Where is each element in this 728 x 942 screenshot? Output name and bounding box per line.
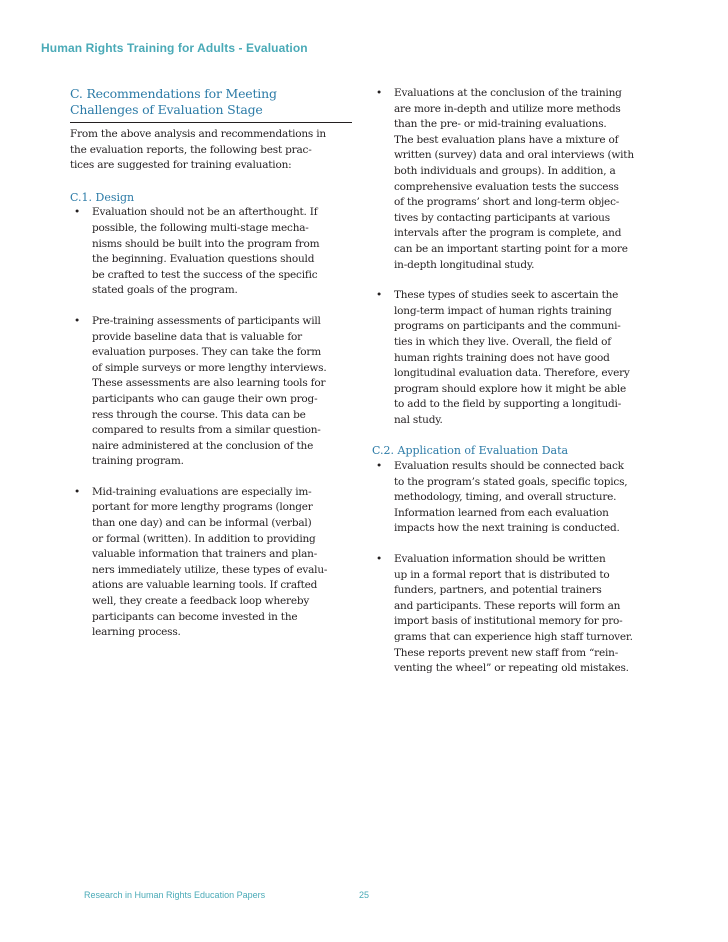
bullet-marker: • — [74, 485, 80, 498]
text-line: and participants. These reports will form an — [394, 599, 621, 612]
subsection-heading-application: C.2. Application of Evaluation Data — [372, 444, 569, 458]
text-line: nisms should be built into the program from — [92, 237, 320, 250]
text-line: funders, partners, and potential trainers — [394, 584, 602, 597]
bullet-marker: • — [376, 289, 382, 302]
bullet-item — [70, 314, 355, 470]
left-column — [70, 86, 355, 641]
text-line: the evaluation reports, the following best prac- — [70, 143, 312, 156]
text-line: learning process. — [92, 626, 181, 639]
text-line: import basis of institutional memory for pro- — [394, 615, 623, 628]
text-line: methodology, timing, and overall structure. — [394, 491, 617, 504]
text-line: From the above analysis and recommendations in — [70, 128, 326, 140]
text-line: program should explore how it might be able — [394, 382, 627, 395]
text-line: to the program’s stated goals, specific topics, — [394, 475, 628, 488]
text-line: ress through the course. This data can be — [92, 408, 306, 421]
text-line: ties in which they live. Overall, the field of — [394, 335, 611, 348]
running-header: Human Rights Training for Adults - Evaluation — [41, 41, 308, 55]
text-line: tives by contacting participants at various — [394, 211, 610, 224]
text-line: participants who can gauge their own prog- — [92, 392, 318, 405]
text-line: can be an important starting point for a more — [394, 242, 628, 255]
text-line: than one day) and can be informal (verbal) — [92, 517, 312, 530]
text-line: than the pre- or mid-training evaluations. — [394, 118, 607, 131]
text-line: portant for more lengthy programs (longer — [92, 501, 313, 514]
text-line: Evaluation should not be an afterthought. If — [92, 206, 318, 219]
page-number: 25 — [359, 890, 370, 900]
bullet-item — [372, 86, 662, 273]
text-line: tices are suggested for training evaluation: — [70, 159, 292, 172]
bullet-item — [372, 288, 662, 428]
bullet-item — [70, 205, 355, 299]
text-line: ners immediately utilize, these types of evalu- — [92, 563, 328, 576]
text-line: stated goals of the program. — [92, 284, 238, 297]
bullet-marker: • — [376, 87, 382, 99]
text-line: or formal (written). In addition to providing — [92, 532, 316, 545]
text-line: training program. — [92, 455, 184, 468]
text-line: valuable information that trainers and plan- — [92, 548, 318, 561]
text-line: Information learned from each evaluation — [394, 506, 609, 519]
text-line: both individuals and groups). In addition, a — [394, 164, 616, 177]
text-line: grams that can experience high staff turnover. — [394, 631, 633, 643]
text-line: to add to the field by supporting a longitudi- — [394, 398, 622, 411]
text-line: human rights training does not have good — [394, 351, 610, 364]
text-line: participants can become invested in the — [92, 610, 298, 623]
text-line: impacts how the next training is conducted. — [394, 522, 620, 535]
text-line: compared to results from a similar question- — [92, 424, 321, 437]
text-line: longitudinal evaluation data. Therefore, every — [394, 367, 630, 380]
text-line: These reports prevent new staff from “rein- — [394, 646, 619, 659]
text-line: Evaluation information should be written — [394, 553, 606, 566]
bullet-item — [70, 485, 355, 641]
text-line: evaluation purposes. They can take the form — [92, 346, 321, 359]
text-line: ations are valuable learning tools. If crafted — [92, 579, 318, 592]
text-line: of the programs’ short and long-term objec- — [394, 196, 620, 209]
text-line: nal study. — [394, 413, 443, 426]
text-line: These assessments are also learning tools for — [92, 377, 326, 390]
text-line: long-term impact of human rights training — [394, 304, 612, 317]
text-line: are more in-depth and utilize more methods — [394, 102, 621, 115]
text-line: These types of studies seek to ascertain the — [394, 289, 619, 302]
text-line: the beginning. Evaluation questions should — [92, 253, 315, 266]
bullet-marker: • — [74, 206, 80, 219]
section-title-line: C. Recommendations for Meeting — [70, 86, 277, 101]
text-line: written (survey) data and oral interviews (with — [394, 149, 634, 162]
section-title-line: Challenges of Evaluation Stage — [70, 102, 263, 117]
text-line: be crafted to test the success of the specific — [92, 268, 318, 281]
right-column — [372, 86, 662, 677]
section-title — [70, 86, 355, 118]
text-line: Mid-training evaluations are especially im- — [92, 485, 312, 498]
text-line: Evaluations at the conclusion of the training — [394, 87, 622, 99]
text-line: provide baseline data that is valuable for — [92, 330, 302, 343]
text-line: possible, the following multi-stage mecha- — [92, 221, 309, 234]
bullet-marker: • — [376, 553, 382, 566]
text-line: programs on participants and the communi- — [394, 320, 621, 333]
text-line: venting the wheel” or repeating old mistakes. — [394, 662, 629, 675]
bullet-item — [372, 552, 662, 677]
text-line: Pre-training assessments of participants will — [92, 314, 321, 327]
bullet-item — [372, 459, 662, 537]
text-line: Evaluation results should be connected back — [394, 460, 624, 473]
intro-paragraph — [70, 127, 355, 174]
text-line: well, they create a feedback loop whereby — [92, 595, 310, 608]
text-line: comprehensive evaluation tests the success — [394, 180, 619, 193]
text-line: naire administered at the conclusion of the — [92, 439, 314, 452]
bullet-marker: • — [376, 460, 382, 473]
text-line: intervals after the program is complete, and — [394, 227, 622, 240]
text-line: The best evaluation plans have a mixture of — [394, 133, 619, 146]
text-line: in-depth longitudinal study. — [394, 258, 535, 271]
subsection-heading-design: C.1. Design — [70, 190, 135, 204]
title-divider — [70, 122, 352, 123]
bullet-marker: • — [74, 314, 80, 327]
footer-publication-title: Research in Human Rights Education Papers — [84, 890, 266, 900]
text-line: of simple surveys or more lengthy interviews. — [92, 361, 327, 374]
text-line: up in a formal report that is distributed to — [394, 568, 610, 581]
